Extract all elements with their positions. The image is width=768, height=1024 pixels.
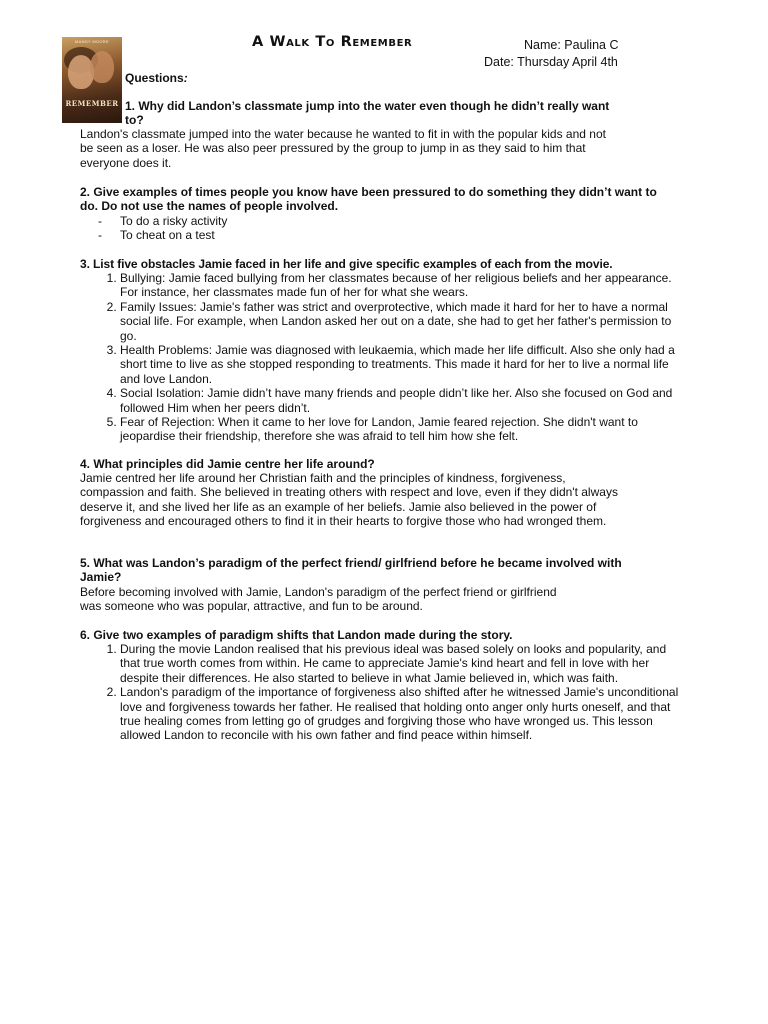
movie-poster-image [62, 37, 122, 123]
poster-title-text: REMEMBER [65, 99, 119, 108]
answer-4: Jamie centred her life around her Christian faith and the principles of kindness, forgiveness, compassion and faith. She believed in treating others with respect and love, even if they didn't always deserve it, and she lived her life as an example of her beliefs. Jamie also believed in the power of forgiveness and encouraged others to find it in their hearts to forgive those who had wronged them. [80, 471, 618, 529]
answer-5: Before becoming involved with Jamie, Landon's paradigm of the perfect friend or girlfriend was someone who was popular, attractive, and fun to be around. [80, 585, 557, 614]
poster-face-shape [90, 51, 114, 83]
list-item: 1. Bullying: Jamie faced bullying from her classmates because of her religious beliefs and her appearance. For instance, her classmates made fun of her for what she wears. [120, 271, 685, 300]
answer-2-list [80, 214, 698, 243]
questions-heading-text: Questions [125, 71, 184, 85]
question-5: 5. What was Landon’s paradigm of the perfect friend/ girlfriend before he became involved with Jamie? [80, 556, 622, 585]
question-2: 2. Give examples of times people you know have been pressured to do something they didn’t want to do. Do not use the names of people involved. [80, 185, 657, 214]
questions-heading-colon: : [183, 71, 188, 85]
answer-6-list [80, 642, 685, 743]
questions-heading [125, 71, 188, 85]
document-title: A Walk To Remember [252, 34, 413, 50]
list-item: 5. Fear of Rejection: When it came to her love for Landon, Jamie feared rejection. She didn't want to jeopardise their friendship, therefore she was afraid to tell him how she felt. [120, 415, 685, 444]
question-6: 6. Give two examples of paradigm shifts that Landon made during the story. [80, 628, 513, 642]
answer-1: Landon's classmate jumped into the water because he wanted to fit in with the popular kids and not be seen as a loser. He was also peer pressured by the group to jump in as they said to him that everyone does it. [80, 127, 606, 170]
list-item: 4. Social Isolation: Jamie didn’t have many friends and people didn’t like her. Also she focused on God and followed Him when her peers didn’t. [120, 386, 685, 415]
list-item: 2. Landon's paradigm of the importance of forgiveness also shifted after he witnessed Jamie's unconditional love and forgiveness towards her father. He realised that holding onto anger only hurts oneself, and that true healing comes from letting go of grudges and forgiving those who have wronged us. This lesson allowed Landon to reconcile with his own father and find peace within himself. [120, 685, 685, 743]
answer-3-list [80, 271, 685, 444]
student-name: Name: Paulina C [524, 38, 619, 52]
list-item: - To do a risky activity [98, 214, 698, 228]
list-item: 1. During the movie Landon realised that his previous ideal was based solely on looks and popularity, and that true worth comes from within. He came to appreciate Jamie's kind heart and fell in love with her despite their differences. He also started to believe in what Jamie believed in, which was faith. [120, 642, 685, 685]
question-4: 4. What principles did Jamie centre her life around? [80, 457, 375, 471]
document-date: Date: Thursday April 4th [484, 55, 618, 69]
question-1: 1. Why did Landon’s classmate jump into the water even though he didn’t really want to? [125, 99, 610, 128]
question-3: 3. List five obstacles Jamie faced in her life and give specific examples of each from the movie. [80, 257, 613, 271]
list-item: 2. Family Issues: Jamie's father was strict and overprotective, which made it hard for her to have a normal social life. For example, when Landon asked her out on a date, she had to get her father's permission to go. [120, 300, 685, 343]
list-item: 3. Health Problems: Jamie was diagnosed with leukaemia, which made her life difficult. Also she only had a short time to live as she stopped responding to treatments. This made it hard for her to live a normal life and love Landon. [120, 343, 685, 386]
poster-top-text: MANDY MOORE [75, 39, 109, 44]
list-item: - To cheat on a test [98, 228, 698, 242]
